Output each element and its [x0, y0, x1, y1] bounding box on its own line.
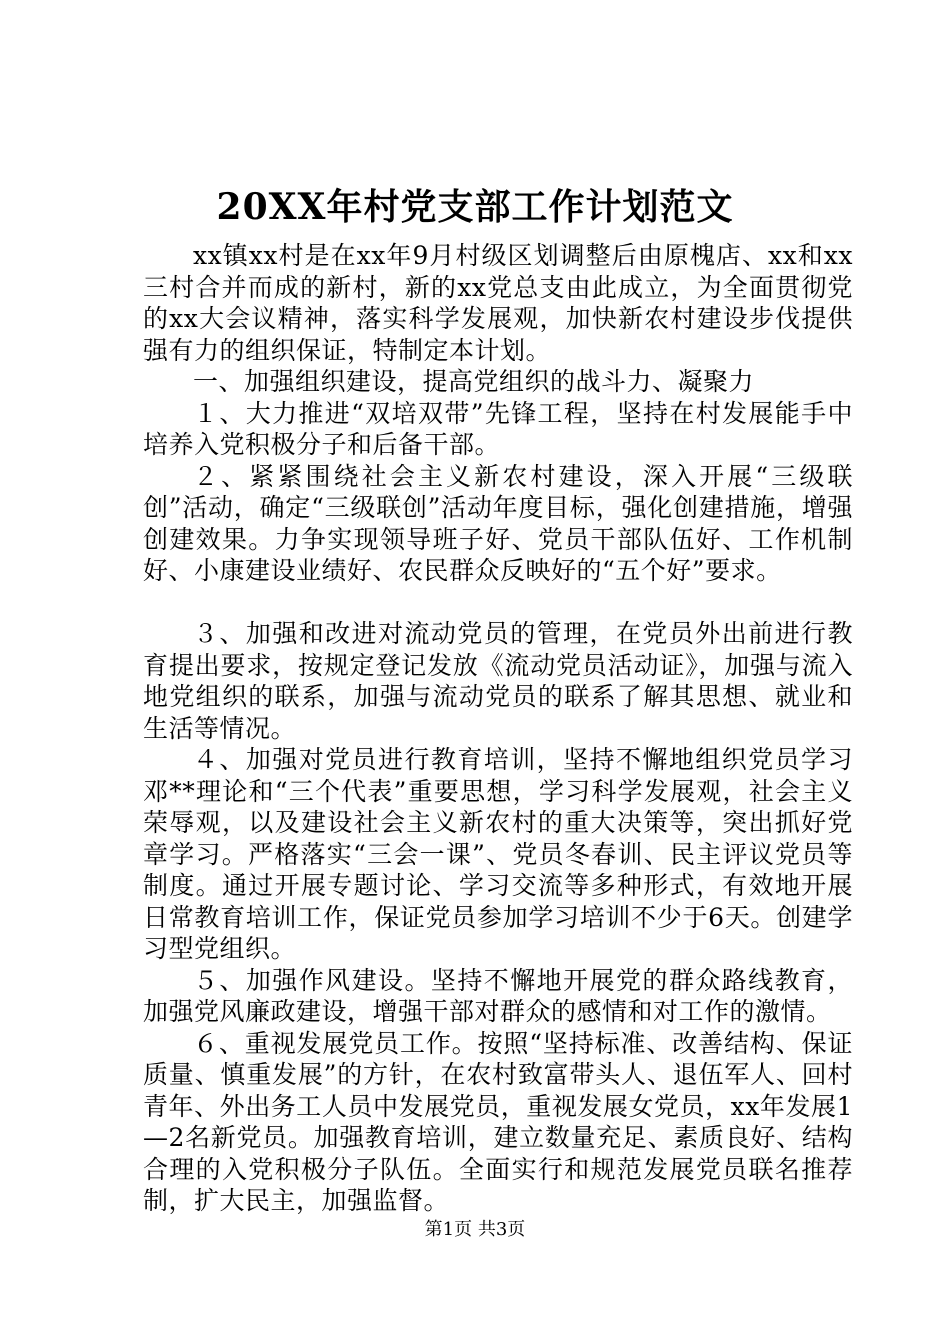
section-heading-1: 一、加强组织建设，提高党组织的战斗力、凝聚力 — [193, 367, 755, 396]
paragraph-item-5: ５、加强作风建设。坚持不懈地开展党的群众路线教育，加强党风廉政建设，增强干部对群众的感情和对工作的激情。 — [143, 965, 853, 1026]
paragraph-item-3: ３、加强和改进对流动党员的管理，在党员外出前进行教育提出要求，按规定登记发放《流动党员活动证》，加强与流入地党组织的联系，加强与流动党员的联系了解其思想、就业和生活等情况。 — [143, 619, 853, 743]
paragraph-item-1: １、大力推进“双培双带”先锋工程，坚持在村发展能手中培养入党积极分子和后备干部。 — [143, 398, 853, 459]
page-number-footer: 第1页 共3页 — [424, 1219, 526, 1240]
document-body — [143, 240, 853, 1217]
paragraph-item-2: ２、紧紧围绕社会主义新农村建设，深入开展“三级联创”活动，确定“三级联创”活动年度目标，强化创建措施，增强创建效果。力争实现领导班子好、党员干部队伍好、工作机制好、小康建设业绩好、农民群众反映好的“五个好”要求。 — [143, 461, 853, 585]
paragraph-item-4: ４、加强对党员进行教育培训，坚持不懈地组织党员学习邓**理论和“三个代表”重要思想，学习科学发展观，社会主义荣辱观，以及建设社会主义新农村的重大决策等，突出抓好党章学习。严格落实“三会一课”、党员冬春训、民主评议党员等制度。通过开展专题讨论、学习交流等多种形式，有效地开展日常教育培训工作，保证党员参加学习培训不少于6天。创建学习型党组织。 — [143, 745, 853, 963]
document-title: 20XX年村党支部工作计划范文 — [216, 186, 734, 228]
paragraph-item-6: ６、重视发展党员工作。按照“坚持标准、改善结构、保证质量、慎重发展”的方针，在农村致富带头人、退伍军人、回村青年、外出务工人员中发展党员，重视发展女党员，xx年发展1—2名新党员。加强教育培训，建立数量充足、素质良好、结构合理的入党积极分子队伍。全面实行和规范发展党员联名推荐制，扩大民主，加强监督。 — [143, 1028, 853, 1215]
paragraph-intro: xx镇xx村是在xx年9月村级区划调整后由原槐店、xx和xx三村合并而成的新村，新的xx党总支由此成立，为全面贯彻党的xx大会议精神，落实科学发展观，加快新农村建设步伐提供强有力的组织保证，特制定本计划。 — [143, 241, 853, 365]
